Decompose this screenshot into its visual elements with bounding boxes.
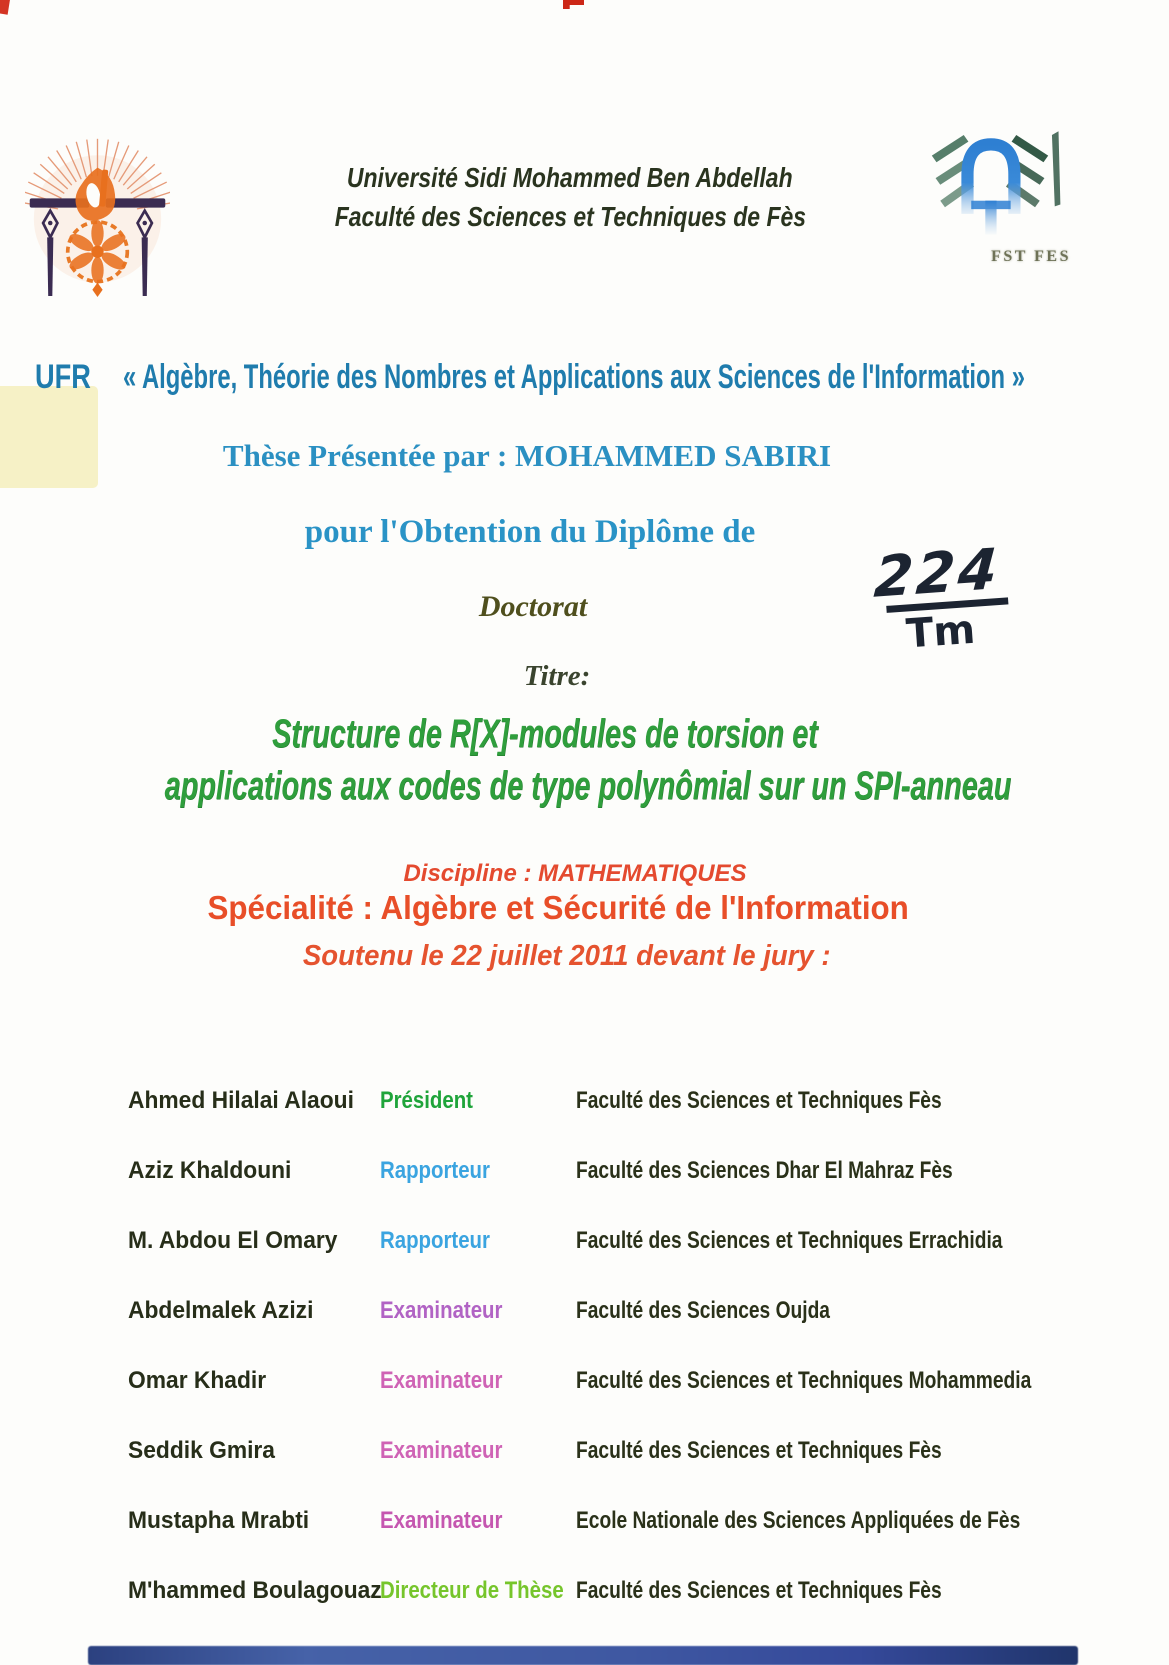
specialty-line: Spécialité : Algèbre et Sécurité de l'Information <box>207 889 909 926</box>
jury-member-name: Mustapha Mrabti <box>128 1507 310 1534</box>
title-label: Titre: <box>523 660 591 692</box>
jury-member-role: Examinateur <box>380 1437 503 1464</box>
jury-member-role: Examinateur <box>380 1367 503 1394</box>
jury-member-role: Rapporteur <box>380 1227 490 1254</box>
degree-name: Doctorat <box>478 590 588 623</box>
fst-fes-logo <box>905 120 1075 266</box>
jury-member-institution: Faculté des Sciences Dhar El Mahraz Fès <box>576 1157 953 1184</box>
jury-member-role: Examinateur <box>380 1297 503 1324</box>
defense-date-line: Soutenu le 22 juillet 2011 devant le jury : <box>303 940 831 972</box>
jury-member-institution: Faculté des Sciences Oujda <box>576 1297 830 1324</box>
discipline-line: Discipline : MATHEMATIQUES <box>403 860 747 887</box>
fst-fes-caption: FST FES <box>991 248 1071 265</box>
handwritten-call-number <box>872 536 1011 660</box>
scan-red-mark-top-center <box>563 0 584 9</box>
jury-member-role: Examinateur <box>380 1507 503 1534</box>
jury-member-name: M'hammed Boulagouaz <box>128 1577 382 1604</box>
university-name: Université Sidi Mohammed Ben Abdellah <box>347 162 793 193</box>
jury-member-institution: Faculté des Sciences et Techniques Fès <box>576 1437 942 1464</box>
thesis-title-line1: Structure de R[X]-modules de torsion et <box>272 712 818 756</box>
jury-row <box>128 1486 1141 1556</box>
jury-member-name: M. Abdou El Omary <box>128 1227 338 1254</box>
jury-member-institution: Ecole Nationale des Sciences Appliquées de Fès <box>576 1507 1021 1534</box>
ufr-line <box>35 358 1145 397</box>
scan-edge-blue-bar <box>88 1646 1078 1665</box>
ufr-label: UFR <box>35 358 91 396</box>
jury-member-name: Seddik Gmira <box>128 1437 275 1464</box>
jury-member-institution: Faculté des Sciences et Techniques Mohammedia <box>576 1367 1032 1394</box>
jury-row <box>128 1066 1141 1136</box>
university-emblem-logo <box>25 108 170 298</box>
thesis-title-line2: applications aux codes de type polynômial sur un SPI-anneau <box>164 764 1012 808</box>
jury-member-name: Omar Khadir <box>128 1367 267 1394</box>
jury-member-role: Directeur de Thèse <box>380 1577 564 1604</box>
jury-row <box>128 1346 1141 1416</box>
jury-row <box>128 1206 1141 1276</box>
jury-row <box>128 1276 1141 1346</box>
call-number-numerator: 224 <box>872 536 1003 611</box>
jury-member-institution: Faculté des Sciences et Techniques Errachidia <box>576 1227 1003 1254</box>
presented-by-line: Thèse Présentée par : MOHAMMED SABIRI <box>222 438 832 473</box>
jury-member-name: Abdelmalek Azizi <box>128 1297 314 1324</box>
scan-red-mark-top-left <box>0 0 10 15</box>
jury-row <box>128 1136 1141 1206</box>
jury-row <box>128 1556 1141 1626</box>
jury-member-role: Rapporteur <box>380 1157 490 1184</box>
faculty-name: Faculté des Sciences et Techniques de Fès <box>334 201 806 232</box>
jury-member-name: Aziz Khaldouni <box>128 1157 292 1184</box>
university-header <box>215 158 925 236</box>
jury-member-name: Ahmed Hilalai Alaoui <box>128 1087 354 1114</box>
fst-fes-arch-icon <box>905 120 1075 242</box>
obtention-line: pour l'Obtention du Diplôme de <box>304 514 756 550</box>
thesis-title <box>0 708 1090 812</box>
jury-member-role: Président <box>380 1087 473 1114</box>
call-number-denominator: Tm <box>886 597 1011 658</box>
jury-member-institution: Faculté des Sciences et Techniques Fès <box>576 1087 942 1114</box>
jury-table <box>128 1066 1141 1626</box>
ufr-department-title: « Algèbre, Théorie des Nombres et Applications aux Sciences de l'Information » <box>122 358 1025 396</box>
jury-row <box>128 1416 1141 1486</box>
jury-member-institution: Faculté des Sciences et Techniques Fès <box>576 1577 942 1604</box>
